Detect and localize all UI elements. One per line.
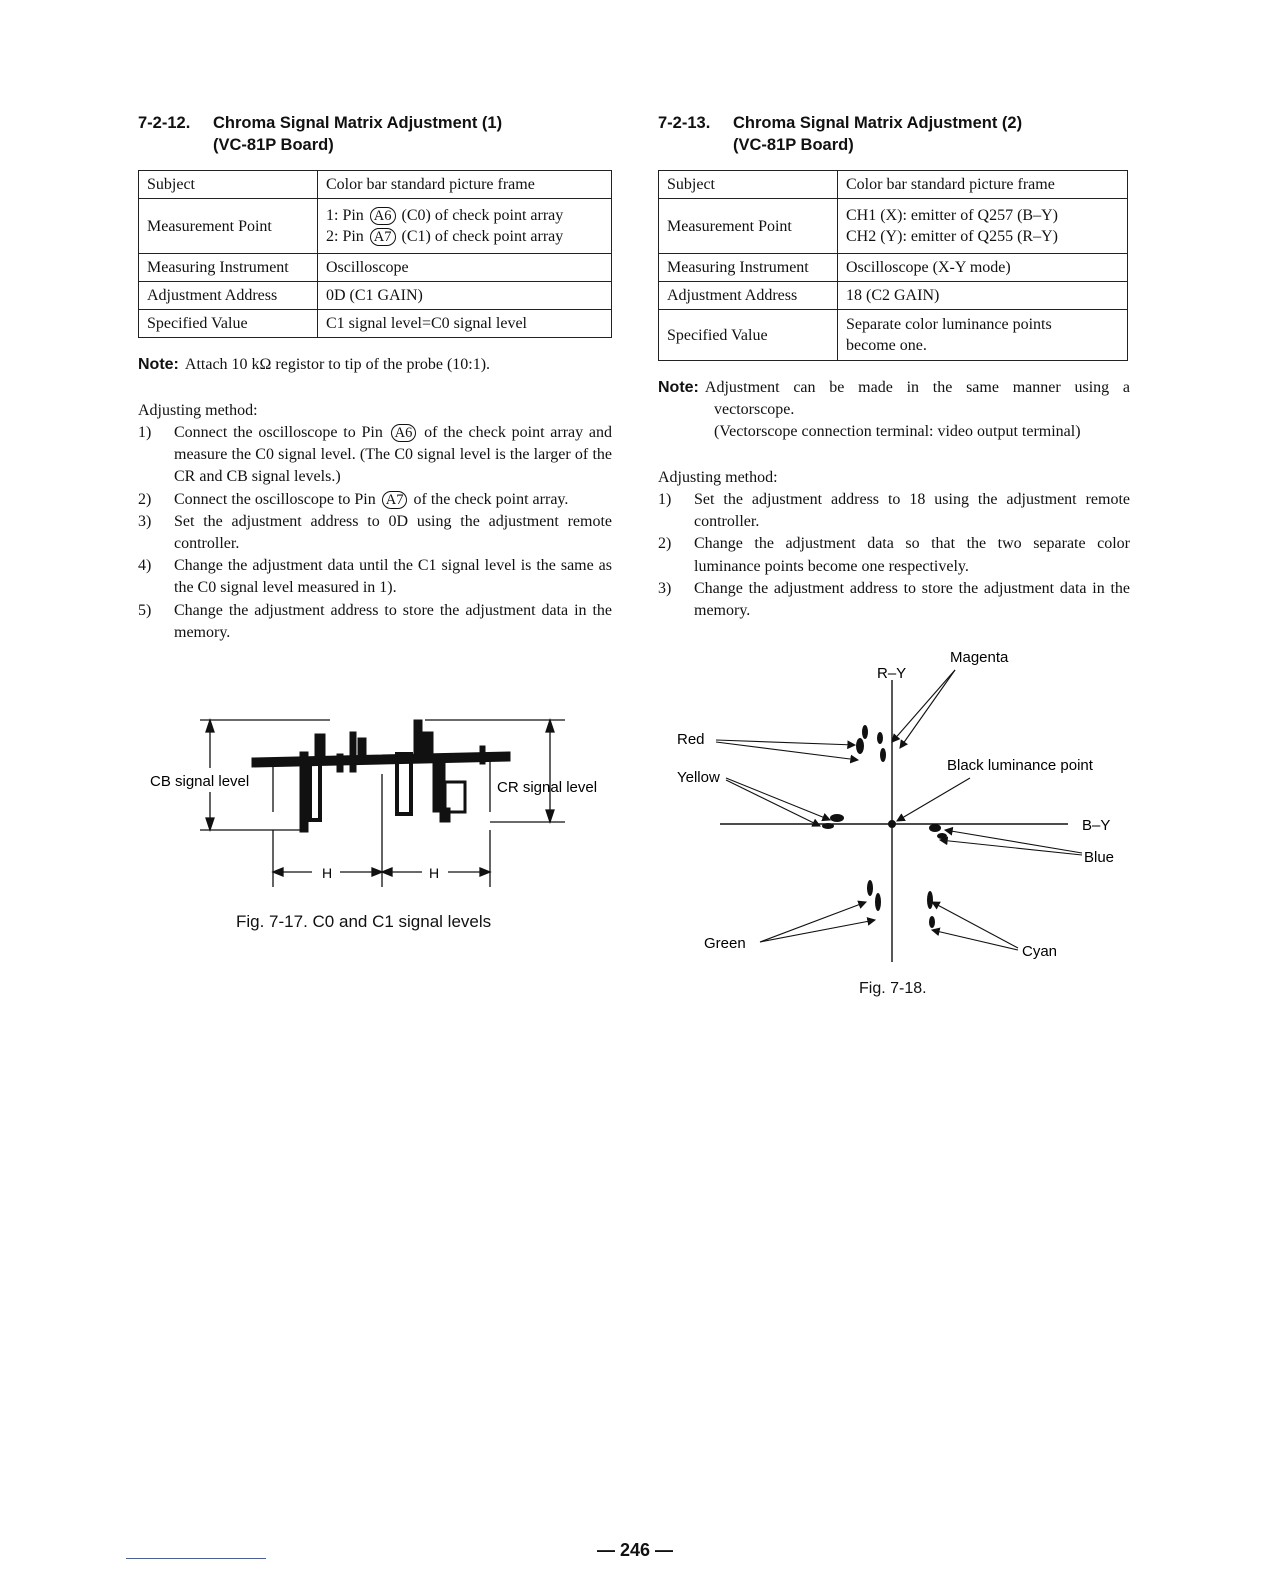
callout-arrows (716, 670, 1082, 950)
step-number: 1) (658, 491, 672, 508)
table-row (659, 282, 1128, 310)
table-cell-value (838, 199, 1128, 254)
adjusting-steps-left (138, 422, 612, 644)
step-number: 2) (658, 535, 672, 553)
figure-caption-7-17: Fig. 7-17. C0 and C1 signal levels (236, 912, 492, 931)
waveform (252, 720, 510, 832)
pin-badge: A6 (391, 424, 417, 442)
section-subtitle: (VC-81P Board) (213, 136, 334, 154)
step-item (138, 422, 612, 489)
mp-prefix: 2: Pin (326, 228, 364, 245)
note-text-line-3: (Vectorscope connection terminal: video output terminal) (714, 423, 1081, 440)
section-subtitle: (VC-81P Board) (733, 136, 854, 154)
table-cell-label: Measuring Instrument (659, 254, 838, 282)
note (658, 377, 1130, 443)
adjusting-steps-right (658, 489, 1130, 622)
step-number: 1) (138, 424, 152, 441)
pin-a6-badge: A6 (370, 207, 396, 225)
green-label: Green (704, 935, 746, 952)
table-cell-value (318, 199, 612, 254)
step-item (138, 511, 612, 555)
measurement-point-line-2: CH2 (Y): emitter of Q255 (R–Y) (846, 228, 1058, 245)
step-item (658, 489, 1130, 533)
table-cell-value: C1 signal level=C0 signal level (318, 310, 612, 338)
step-number: 3) (658, 579, 672, 597)
step-item (138, 489, 612, 511)
table-cell-value: 0D (C1 GAIN) (318, 282, 612, 310)
step-item (658, 533, 1130, 577)
table-row (139, 310, 612, 338)
black-luminance-point-label: Black luminance point (947, 757, 1093, 774)
figure-7-17 (140, 712, 598, 897)
table-cell-label: Adjustment Address (139, 282, 318, 310)
step-text (174, 511, 612, 555)
step-number: 5) (138, 601, 152, 619)
table-cell-label: Measurement Point (659, 199, 838, 254)
note-label: Note: (658, 379, 699, 396)
table-cell-label: Subject (659, 171, 838, 199)
right-column (658, 112, 1130, 622)
step-text: Change the adjustment data so that the two separate color luminance points become one respectively. (694, 535, 1130, 575)
section-heading-7-2-12 (138, 112, 612, 156)
step-text (174, 600, 612, 644)
table-row (139, 199, 612, 254)
step-item (138, 600, 612, 644)
luminance-points (822, 725, 947, 928)
step-item (658, 578, 1130, 622)
table-row (659, 199, 1128, 254)
r-y-axis-label: R–Y (877, 665, 907, 682)
pin-badge: A7 (382, 491, 408, 509)
step-text-main: Connect the oscilloscope to Pin (174, 424, 383, 441)
table-row (659, 254, 1128, 282)
step-item (138, 555, 612, 599)
table-row (139, 171, 612, 199)
step-text: Set the adjustment address to 18 using the adjustment remote controller. (694, 491, 1130, 531)
specified-value-line-1: Separate color luminance points (846, 316, 1052, 333)
yellow-label: Yellow (677, 769, 720, 786)
magenta-label: Magenta (950, 649, 1009, 666)
step-number: 4) (138, 557, 152, 575)
step-text: Change the adjustment address to store the adjustment data in the memory. (694, 579, 1130, 620)
table-cell-value: Color bar standard picture frame (318, 171, 612, 199)
measurement-point-line-2 (326, 226, 603, 247)
table-cell-label: Measuring Instrument (139, 254, 318, 282)
pin-a7-badge: A7 (370, 228, 396, 246)
step-text-rest: of the check point array. (413, 490, 569, 508)
cb-signal-level-label: CB signal level (150, 773, 250, 790)
table-cell-label: Measurement Point (139, 199, 318, 254)
note-text-line-2: vectorscope. (714, 401, 795, 418)
step-text (174, 422, 612, 489)
section-title: Chroma Signal Matrix Adjustment (1) (213, 114, 503, 132)
section-number: 7-2-12. (138, 114, 191, 132)
mp-suffix: (C1) of check point array (401, 228, 564, 245)
step-number: 2) (138, 490, 152, 508)
spec-table-left (138, 170, 612, 338)
table-row (659, 171, 1128, 199)
figure-7-18 (670, 640, 1130, 975)
step-text (174, 555, 612, 599)
table-cell-value: Oscilloscope (X-Y mode) (838, 254, 1128, 282)
mp-suffix: (C0) of check point array (401, 207, 564, 224)
table-row (659, 310, 1128, 361)
figure-caption-7-18: Fig. 7-18. (859, 980, 927, 997)
table-cell-label: Subject (139, 171, 318, 199)
b-y-axis-label: B–Y (1082, 817, 1111, 834)
step-text-main: Set the adjustment address to 0D using the adjustment remote controller. (174, 512, 612, 553)
table-cell-value: 18 (C2 GAIN) (838, 282, 1128, 310)
table-cell-value: Oscilloscope (318, 254, 612, 282)
h-label-2: H (429, 865, 440, 881)
mp-prefix: 1: Pin (326, 207, 364, 224)
table-cell-value: Color bar standard picture frame (838, 171, 1128, 199)
specified-value-line-2: become one. (846, 337, 927, 354)
table-row (139, 282, 612, 310)
blue-label: Blue (1084, 849, 1115, 866)
table-cell-label: Specified Value (139, 310, 318, 338)
section-heading-7-2-13 (658, 112, 1130, 156)
step-text (174, 489, 612, 511)
table-cell-value (838, 310, 1128, 361)
adjusting-method-title: Adjusting method: (658, 469, 778, 486)
cyan-label: Cyan (1022, 943, 1058, 960)
adjusting-method-title: Adjusting method: (138, 402, 258, 419)
step-text-rest: of the check point array and measure the C0 signal level. (The C0 signal level is the larger of the CR and CB signal levels.) (174, 424, 613, 486)
red-label: Red (677, 731, 705, 748)
page-number: — 246 — (596, 1540, 674, 1560)
step-number: 3) (138, 512, 152, 530)
note-first-line (658, 377, 1130, 399)
spec-table-right (658, 170, 1128, 361)
step-text-main: Connect the oscilloscope to Pin (174, 490, 376, 508)
table-cell-label: Adjustment Address (659, 282, 838, 310)
note (138, 354, 612, 376)
table-cell-label: Specified Value (659, 310, 838, 361)
step-text-main: Change the adjustment address to store the adjustment data in the memory. (174, 601, 612, 641)
cr-signal-level-label: CR signal level (497, 779, 598, 796)
left-column (138, 112, 612, 644)
note-label: Note: (138, 356, 179, 373)
section-number: 7-2-13. (658, 114, 711, 132)
section-title: Chroma Signal Matrix Adjustment (2) (733, 114, 1023, 132)
h-label-1: H (322, 865, 333, 881)
note-text: Attach 10 kΩ registor to tip of the probe (10:1). (184, 356, 491, 373)
note-text-line-1: Adjustment can be made in the same manner using a (704, 379, 1130, 396)
table-row (139, 254, 612, 282)
measurement-point-line-1 (326, 205, 603, 226)
step-text-main: Change the adjustment data until the C1 signal level is the same as the C0 signal level measured in 1). (174, 557, 612, 597)
measurement-point-line-1: CH1 (X): emitter of Q257 (B–Y) (846, 207, 1058, 224)
